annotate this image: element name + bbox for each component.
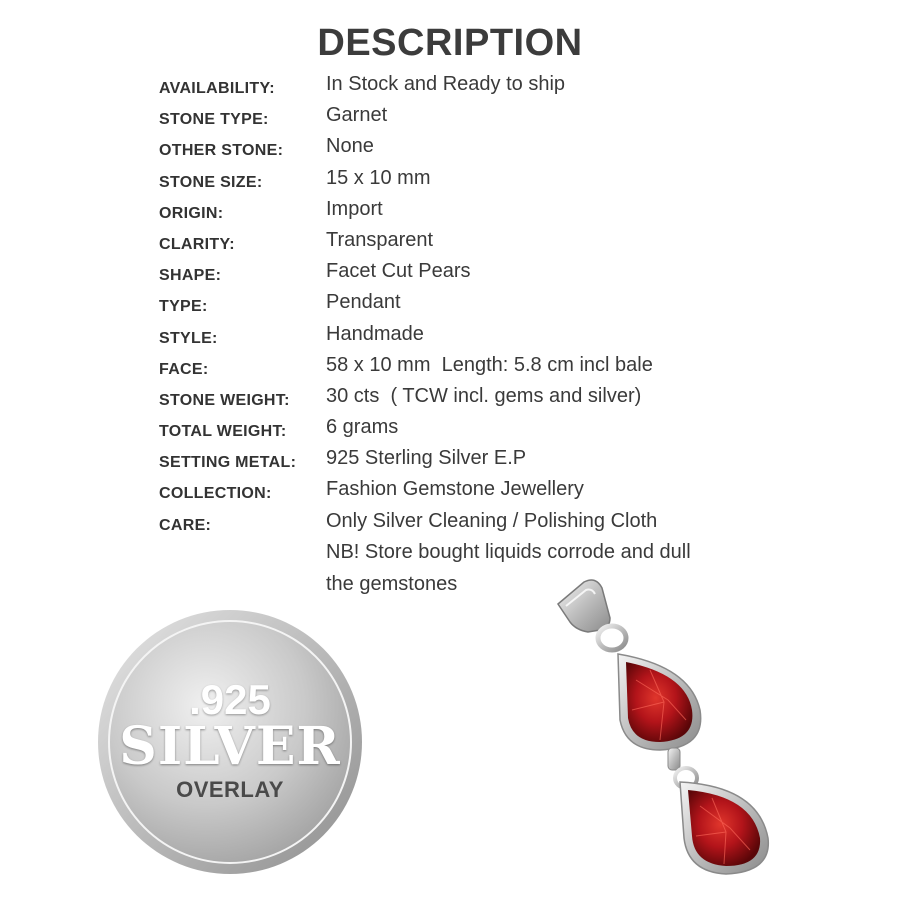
spec-row-stone-size xyxy=(159,165,799,196)
spec-value: Only Silver Cleaning / Polishing Cloth xyxy=(326,509,658,532)
spec-row-face xyxy=(159,352,799,383)
spec-row-style xyxy=(159,321,799,352)
upper-garnet xyxy=(618,654,701,750)
badge-silver-text: SILVER xyxy=(119,716,341,777)
spec-value: None xyxy=(326,135,374,158)
spec-row-stone-type xyxy=(159,102,799,133)
spec-value: 58 x 10 mm Length: 5.8 cm incl bale xyxy=(326,353,653,376)
spec-row-shape xyxy=(159,258,799,289)
spec-label: TOTAL WEIGHT: xyxy=(159,423,287,441)
spec-label: SHAPE: xyxy=(159,267,222,285)
spec-value: In Stock and Ready to ship xyxy=(326,73,566,95)
garnet-pendant-image xyxy=(540,570,800,890)
spec-label: STYLE: xyxy=(159,329,218,347)
spec-value: 925 Sterling Silver E.P xyxy=(326,447,527,470)
spec-label: AVAILABILITY: xyxy=(159,80,275,97)
spec-value: Garnet xyxy=(326,104,388,127)
spec-label: COLLECTION: xyxy=(159,485,272,503)
spec-label: CARE: xyxy=(159,516,212,534)
spec-label: CLARITY: xyxy=(159,235,235,253)
spec-label: STONE SIZE: xyxy=(159,173,263,191)
spec-value: 6 grams xyxy=(326,416,399,439)
spec-value: Pendant xyxy=(326,291,401,314)
spec-value: 30 cts ( TCW incl. gems and silver) xyxy=(326,384,642,407)
spec-value: Transparent xyxy=(326,228,434,251)
lower-garnet xyxy=(680,782,768,874)
spec-row-care xyxy=(159,508,799,539)
spec-value: Import xyxy=(326,197,383,220)
pendant-bale xyxy=(558,580,610,632)
spec-value: Fashion Gemstone Jewellery xyxy=(326,478,584,501)
spec-label: ORIGIN: xyxy=(159,204,224,222)
spec-value: 15 x 10 mm xyxy=(326,166,431,189)
badge-overlay-text: OVERLAY xyxy=(176,777,284,802)
badge-925-text: .925 xyxy=(189,676,271,723)
page-title: DESCRIPTION xyxy=(317,22,583,64)
spec-row-origin xyxy=(159,196,799,227)
care-note-line: the gemstones xyxy=(326,573,458,595)
spec-table xyxy=(159,71,799,539)
spec-label: TYPE: xyxy=(159,298,208,316)
spec-row-other-stone xyxy=(159,133,799,164)
spec-label: OTHER STONE: xyxy=(159,142,284,160)
jump-ring xyxy=(598,626,626,650)
spec-value: Facet Cut Pears xyxy=(326,260,471,283)
care-note-line: NB! Store bought liquids corrode and dull xyxy=(326,541,691,563)
spec-row-type xyxy=(159,289,799,320)
spec-label: STONE WEIGHT: xyxy=(159,391,290,409)
spec-label: STONE TYPE: xyxy=(159,111,269,129)
spec-row-setting-metal xyxy=(159,445,799,476)
spec-row-availability xyxy=(159,71,799,102)
spec-value: Handmade xyxy=(326,322,424,345)
spec-row-clarity xyxy=(159,227,799,258)
spec-row-total-weight xyxy=(159,414,799,445)
spec-label: FACE: xyxy=(159,360,209,378)
spec-row-collection xyxy=(159,476,799,507)
spec-row-stone-weight xyxy=(159,383,799,414)
spec-label: SETTING METAL: xyxy=(159,454,297,472)
